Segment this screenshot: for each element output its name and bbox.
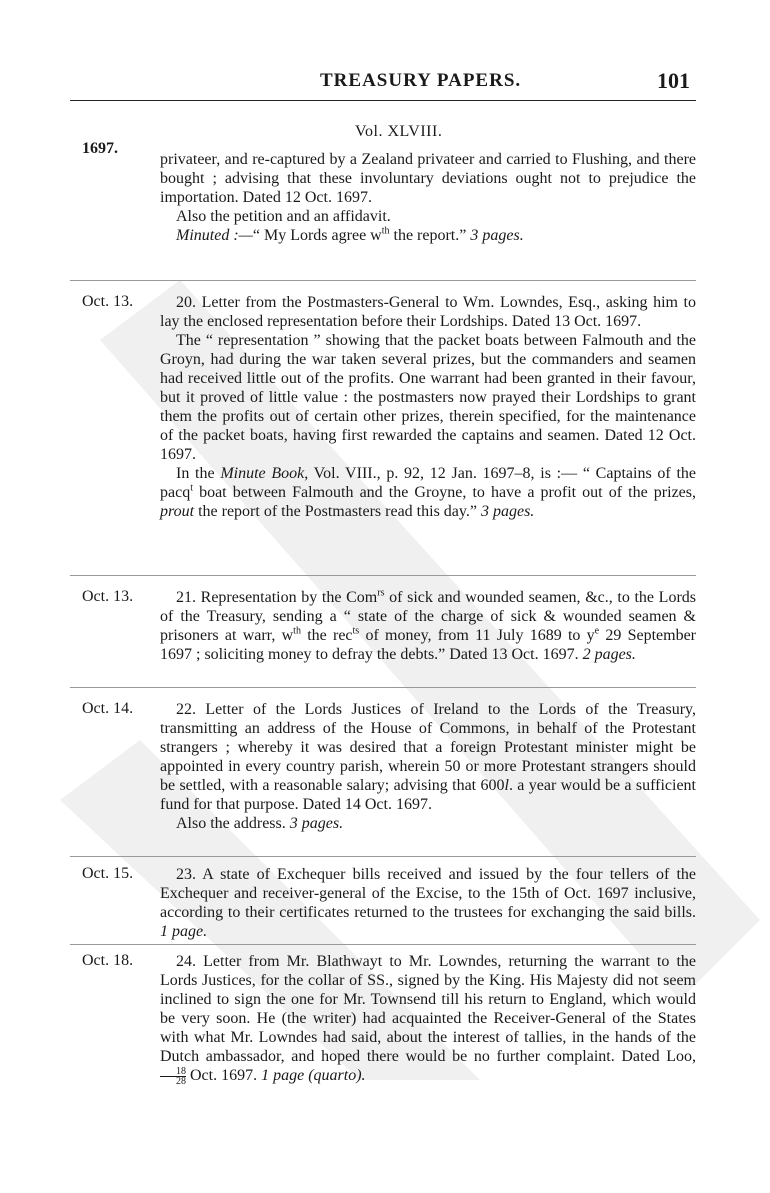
entry-23 [160, 865, 696, 941]
entry-text: 23. A state of Exchequer bills received and issued by the four tellers of the Exchequer and receiver-general of the Excise, to the 15th of Oct. 1697 inclusive, according to their certificates returned to the trustees for exchanging the said bills. 1 page. [160, 866, 696, 940]
entry-separator [70, 575, 696, 576]
continued-note: Also the petition and an affidavit. [176, 208, 391, 225]
continued-entry [160, 150, 696, 245]
date-fraction: $\frac{18}{28}$ [160, 1067, 186, 1086]
entry-text: 24. Letter from Mr. Blathwayt to Mr. Lowndes, returning the warrant to the Lords Justices, for the collar of SS., signed by the King. His Majesty did not seem inclined to sign the one for Mr. Townsend till his return to England, which would be very soon. He (the writer) had acquainted the Receiver-General of the States with what Mr. Lowndes had said, about the interest of tallies, in the hands of the Dutch ambassador, and hoped there would be no further complaint. Dated Loo, $\frac{18}{28}$ Oct. 1697. 1 page (quarto). [160, 953, 696, 1087]
entry-20 [160, 293, 696, 521]
minuted-label: Minuted :— [176, 227, 253, 244]
entry-text: 21. Representation by the Com$^{rs}$ of sick and wounded seamen, &c., to the Lords of the Treasury, sending a “ state of the charge of sick & wounded seamen & prisoners at warr, $w^{th}$ the rec$^{ts}$ of money, from 11 July 1689 to $y^e$ 29 September 1697 ; soliciting money to defray the debts.” Dated 13 Oct. 1697. 2 pages. [160, 587, 697, 663]
entry-24 [160, 952, 696, 1086]
page-count: 2 pages. [582, 646, 636, 663]
entry-separator [70, 944, 696, 945]
header-rule [70, 100, 696, 101]
entry-separator [70, 687, 696, 688]
entry-text: The “ representation ” showing that the packet boats between Falmouth and the Groyn, had during the war taken several prizes, but the commanders and seamen had received little out of the profits. One warrant had been granted in their favour, but it proved of little value : the postmasters now prayed their Lordships to grant them the profits out of certain other prizes, therein specified, for the maintenance of the packet boats, having first rewarded the captains and seamen. Dated 12 Oct. 1697. [160, 332, 696, 463]
volume-heading: Vol. XLVIII. [355, 123, 443, 140]
entry-text: 20. Letter from the Postmasters-General to Wm. Lowndes, Esq., asking him to lay the enclosed representation before their Lordships. Dated 13 Oct. 1697. [160, 294, 696, 330]
entry-date: Oct. 13. [82, 293, 134, 310]
minuted-line: Minuted :—“ My Lords agree $w^{th}$ the report.” 3 pages. [176, 225, 524, 244]
entry-date: Oct. 18. [82, 952, 134, 969]
entry-21 [160, 588, 696, 664]
continued-text: privateer, and re-captured by a Zealand privateer and carried to Flushing, and there bought ; advising that these involuntary deviations ought not to prejudice the importation. Dated 12 Oct. 1697. [160, 151, 696, 206]
entry-22 [160, 700, 696, 833]
page-count: 3 pages. [480, 503, 535, 520]
entry-text: In the Minute Book, Vol. VIII., p. 92, 12 Jan. 1697–8, is :— “ Captains of the pacq$^t$ boat between Falmouth and the Groyne, to have a profit out of the prizes, prout the report of the Postmasters read this day.” 3 pages. [160, 465, 696, 520]
entry-text: Also the address. 3 pages. [176, 815, 344, 832]
entry-date: Oct. 14. [82, 700, 134, 717]
year-margin: 1697. [82, 140, 118, 157]
page-count: 3 pages. [289, 815, 344, 832]
entry-text: 22. Letter of the Lords Justices of Ireland to the Lords of the Treasury, transmitting an address of the House of Commons, in behalf of the Protestant strangers ; whereby it was desired that a foreign Protestant minister might be appointed in every country parish, wherein 50 or more Protestant strangers should be settled, with a reasonable salary; advising that 600l. a year would be a sufficient fund for that purpose. Dated 14 Oct. 1697. [160, 701, 697, 813]
page-count: 1 page. [160, 923, 208, 940]
page-count: 3 pages. [470, 227, 524, 244]
entry-date: Oct. 15. [82, 865, 134, 882]
page-number: 101 [657, 68, 690, 93]
entry-separator [70, 856, 696, 857]
page-header [70, 70, 690, 96]
entry-date: Oct. 13. [82, 588, 134, 605]
page-count: 1 page (quarto). [261, 1067, 366, 1084]
entry-separator [70, 280, 696, 281]
running-title: TREASURY PAPERS. [320, 70, 522, 91]
